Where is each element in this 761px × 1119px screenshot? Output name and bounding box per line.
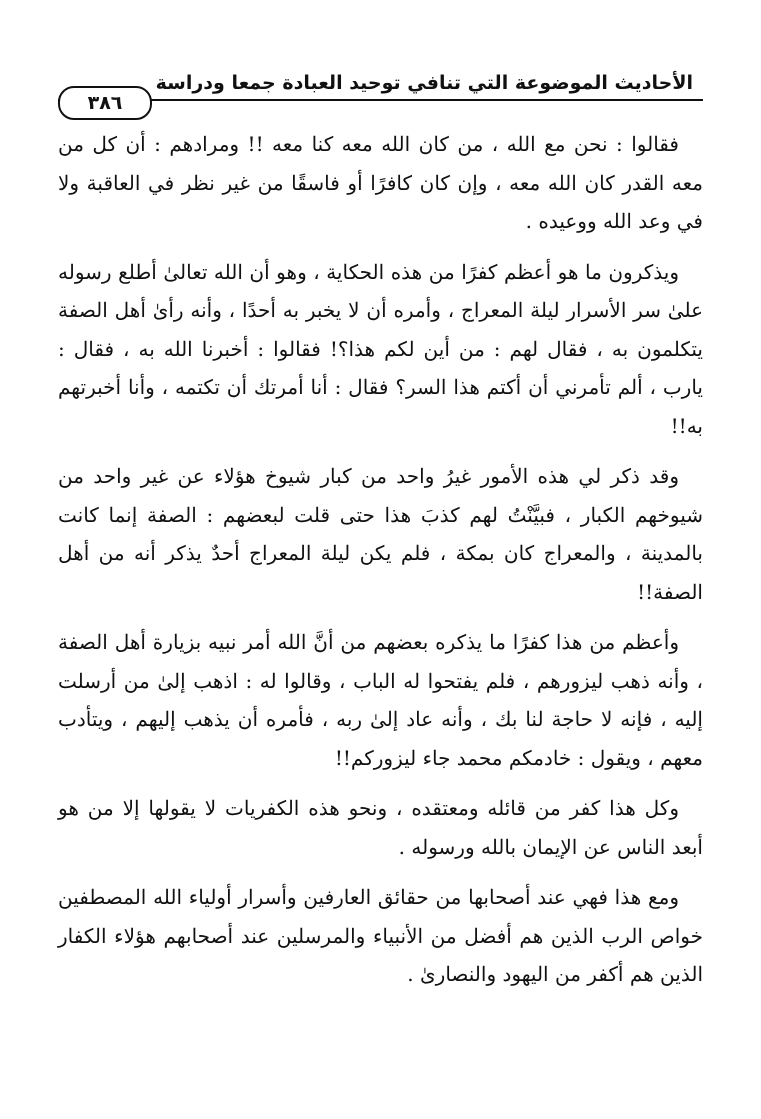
paragraph: وقد ذكر لي هذه الأمور غيرُ واحد من كبار شيوخ هؤلاء عن غير واحد من شيوخهم الكبار ، فبيَّنْتُ لهم كذبَ هذا حتى قلت لبعضهم : الصفة إنما كانت بالمدينة ، والمعراج كان بمكة ، فلم يكن ليلة المعراج أحدٌ يذكر أنه من أهل الصفة!! xyxy=(58,464,703,604)
paragraph: وكل هذا كفر من قائله ومعتقده ، ونحو هذه الكفريات لا يقولها إلا من هو أبعد الناس عن الإيمان بالله ورسوله . xyxy=(58,796,703,859)
paragraph: ويذكرون ما هو أعظم كفرًا من هذه الحكاية ، وهو أن الله تعالىٰ أطلع رسوله علىٰ سر الأسرار ليلة المعراج ، وأمره أن لا يخبر به أحدًا ، وأنه رأىٰ أهل الصفة يتكلمون به ، فقال لهم : من أين لكم هذا؟! فقالوا : أخبرنا الله به ، فقال : يارب ، ألم تأمرني أن أكتم هذا السر؟ فقال : أنا أمرتك أن تكتمه ، وأنا أخبرتهم به!! xyxy=(58,259,703,438)
page-header xyxy=(58,68,703,114)
header-rule xyxy=(58,99,703,101)
page-number: ٣٨٦ xyxy=(58,86,152,120)
page-body xyxy=(58,125,703,1006)
running-title: الأحاديث الموضوعة التي تنافي توحيد العبادة جمعا ودراسة xyxy=(155,72,693,94)
paragraph: فقالوا : نحن مع الله ، من كان الله معه كنا معه !! ومرادهم : أن كل من معه القدر كان الله معه ، وإن كان كافرًا أو فاسقًا من غير نظر في العاقبة ولا في وعد الله ووعيده . xyxy=(58,132,703,233)
paragraph: وأعظم من هذا كفرًا ما يذكره بعضهم من أنَّ الله أمر نبيه بزيارة أهل الصفة ، وأنه ذهب ليزورهم ، فلم يفتحوا له الباب ، وقالوا له : اذهب إلىٰ من أرسلت إليه ، فإنه لا حاجة لنا بك ، وأنه عاد إلىٰ ربه ، فأمره أن يذهب إليهم ، ويتأدب معهم ، ويقول : خادمكم محمد جاء ليزوركم!! xyxy=(58,630,703,770)
paragraph: ومع هذا فهي عند أصحابها من حقائق العارفين وأسرار أولياء الله المصطفين خواص الرب الذين هم أفضل من الأنبياء والمرسلين عند أصحابهم هؤلاء الكفار الذين هم أكفر من اليهود والنصارىٰ . xyxy=(58,885,703,986)
